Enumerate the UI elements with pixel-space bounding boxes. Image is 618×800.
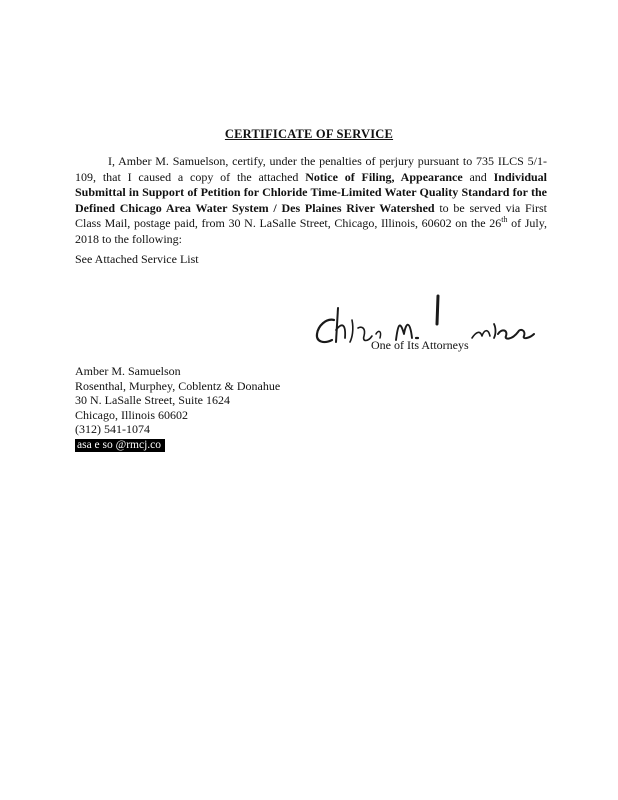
signer-name: Amber M. Samuelson: [75, 364, 181, 378]
paragraph-bold-1: Notice of Filing, Appearance: [305, 169, 463, 184]
service-list-note: See Attached Service List: [75, 252, 199, 266]
signer-street: 30 N. LaSalle Street, Suite 1624: [75, 393, 230, 407]
certification-paragraph: [75, 154, 547, 247]
signer-phone: (312) 541-1074: [75, 422, 150, 436]
paragraph-bold-2: Individual Submittal in Support of Petition for Chloride Time-Limited Water Quality Standard for the Defined Chicago Area Water System / Des Plaines River Watershed: [75, 169, 548, 215]
signer-firm: Rosenthal, Murphey, Coblentz & Donahue: [75, 378, 281, 393]
signer-city: Chicago, Illinois 60602: [75, 407, 188, 422]
paragraph-text-3: to be served via First Class Mail, postage paid, from 30 N. LaSalle Street, Chicago, Illinois, 60602 on the 26: [75, 200, 547, 230]
signature-caption: One of Its Attorneys: [371, 338, 469, 352]
signer-email: asa e so @rmcj.co: [75, 439, 165, 452]
paragraph-superscript: th: [501, 215, 508, 224]
paragraph-text-1: I, Amber M. Samuelson, certify, under the penalties of perjury pursuant to 735 ILCS 5/1-109, that I caused a copy of the attached: [75, 154, 547, 184]
document-title: CERTIFICATE OF SERVICE: [224, 127, 394, 141]
paragraph-text-4: of July, 2018 to the following:: [75, 216, 547, 246]
signer-address-block: [75, 364, 280, 452]
paragraph-text-2: and: [462, 169, 494, 184]
